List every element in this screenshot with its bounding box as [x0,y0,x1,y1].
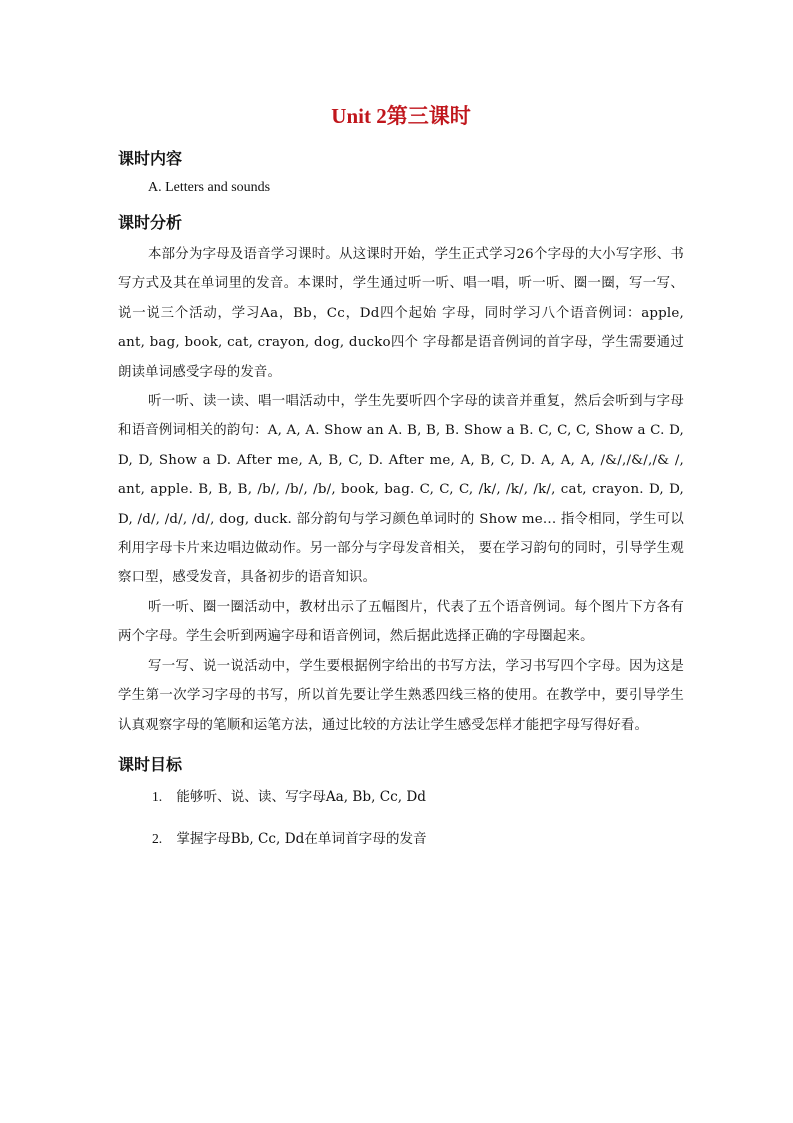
list-item [152,786,684,808]
section-analysis [118,210,684,740]
analysis-paragraph: 写一写、说一说活动中，学生要根据例字给出的书写方法，学习书写四个字母。因为这是学生第一次学习字母的书写，所以首先要让学生熟悉四线三格的使用。在教学中，要引导学生认真观察字母的笔顺和运笔方法，通过比较的方法让学生感受怎样才能把字母写得好看。 [118,658,684,733]
list-item [152,828,684,850]
section-heading-goals: 课时目标 [118,754,183,774]
analysis-paragraph: 听一听、圈一圈活动中，教材出示了五幅图片，代表了五个语音例词。每个图片下方各有两个字母。学生会听到两遍字母和语音例词，然后据此选择正确的字母圈起来。 [118,599,684,645]
section-heading-analysis: 课时分析 [118,213,183,232]
section-content [118,146,684,200]
list-item-number: 1. [152,788,163,804]
list-item-number: 2. [152,830,163,846]
list-item-text: 掌握字母Bb, Cc, Dd在单词首字母的发音 [176,830,427,847]
goals-list [118,786,684,850]
document-page [118,100,684,870]
document-title: Unit 2第三课时 [331,104,471,128]
section-goals [118,752,684,850]
analysis-paragraph: 听一听、读一读、唱一唱活动中，学生先要听四个字母的读音并重复，然后会听到与字母和语音例词相关的韵句：A, A, A. Show an A. B, B, B. Show a B. C, C, C, Show a C. D, D, D, Show a D. After me, A, B, C, D. After me, A, B, C, D. A, A, A, /&/,/&/,/& /, ant, apple. B, B, B, /b/, /b/, /b/, book, bag. C, C, C, /k/, /k/, /k/, cat, crayon. D, D, D, /d/, /d/, /d/, dog, duck. 部分韵句与学习颜色单词时的 Show me... 指令相同，学生可以利用字母卡片来边唱边做动作。另一部分与字母发音相关， 要在学习韵句的同时，引导学生观察口型，感受发音，具备初步的语音知识。 [118,394,684,586]
list-item-text: 能够听、说、读、写字母Aa, Bb, Cc, Dd [176,788,427,805]
analysis-paragraph: 本部分为字母及语音学习课时。从这课时开始，学生正式学习26个字母的大小写字形、书写方式及其在单词里的发音。本课时，学生通过听一听、唱一唱，听一听、圈一圈，写一写、说一说三个活动，学习Aa，Bb，Cc，Dd四个起始 字母，同时学习八个语音例词：apple, ant, bag, book, cat, crayon, dog, ducko四个 字母都是语音例词的首字母，学生需要通过朗读单词感受字母的发音。 [118,247,684,380]
content-item: A. Letters and sounds [148,180,271,195]
section-heading-content: 课时内容 [118,149,183,168]
